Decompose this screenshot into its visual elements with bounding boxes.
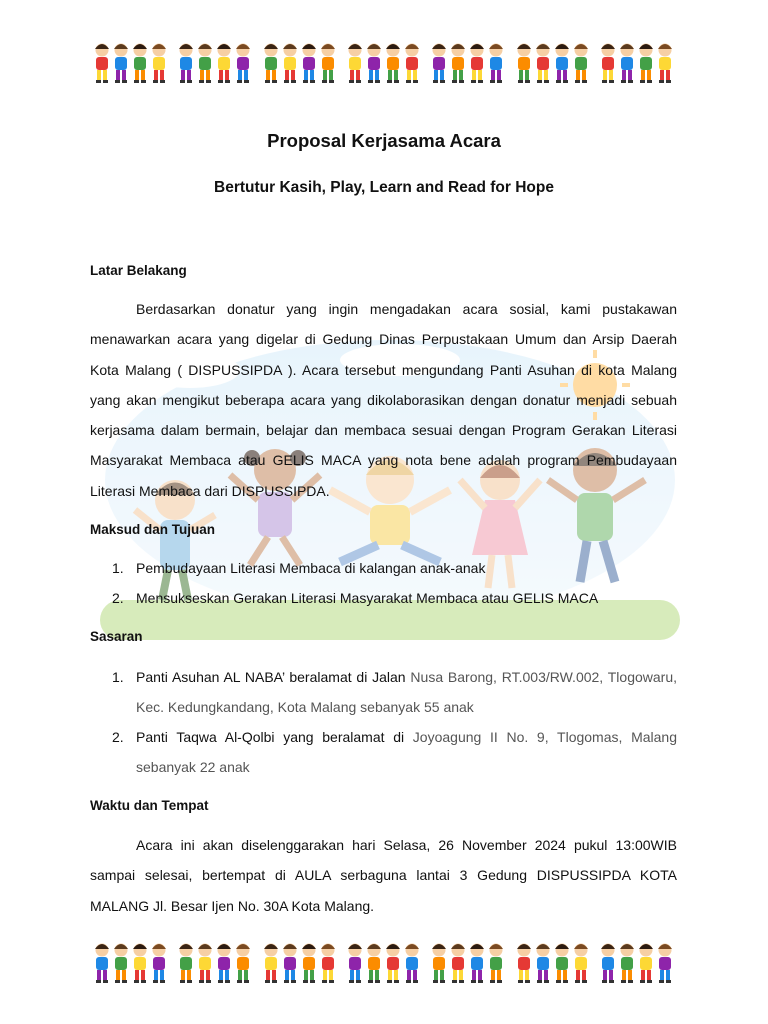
list-item: 2. Panti Taqwa Al-Qolbi yang beralamat di Joyoagung II No. 9, Tlogomas, Malang sebanyak 22 anak: [112, 729, 678, 775]
kids-group-icon: [261, 940, 339, 984]
kids-group-icon: [598, 40, 676, 84]
section-heading-maksud-tujuan: Maksud dan Tujuan: [90, 522, 216, 537]
list-maksud-tujuan: [90, 553, 677, 613]
kids-group-icon: [176, 40, 254, 84]
kids-group-icon: [598, 940, 676, 984]
top-decorative-border: [92, 40, 676, 84]
document-subtitle: Bertutur Kasih, Play, Learn and Read for Hope: [214, 179, 554, 196]
list-item: 1. Panti Asuhan AL NABA’ beralamat di Jalan Nusa Barong, RT.003/RW.002, Tlogowaru, Kec. Kedungkandang, Kota Malang sebanyak 55 anak: [112, 669, 677, 715]
list-item: 2. Mensukseskan Gerakan Literasi Masyarakat Membaca atau GELIS MACA: [112, 590, 599, 606]
document-title: Proposal Kerjasama Acara: [267, 130, 501, 151]
kids-group-icon: [176, 940, 254, 984]
list-sasaran: [90, 662, 677, 782]
kids-group-icon: [345, 940, 423, 984]
section-heading-waktu-tempat: Waktu dan Tempat: [90, 798, 209, 813]
kids-group-icon: [429, 940, 507, 984]
section-heading-sasaran: Sasaran: [90, 629, 143, 644]
kids-group-icon: [429, 40, 507, 84]
kids-group-icon: [514, 940, 592, 984]
list-item: 1. Pembudayaan Literasi Membaca di kalangan anak-anak: [112, 560, 486, 576]
section-heading-latar-belakang: Latar Belakang: [90, 263, 187, 278]
paragraph-waktu-tempat: Acara ini akan diselenggarakan hari Selasa, 26 November 2024 pukul 13:00WIB sampai selesai, bertempat di AULA serbaguna lantai 3 Gedung DISPUSSIPDA KOTA MALANG Jl. Besar Ijen No. 30A Kota Malang.: [90, 837, 677, 914]
kids-group-icon: [92, 940, 170, 984]
kids-group-icon: [345, 40, 423, 84]
kids-group-icon: [92, 40, 170, 84]
paragraph-latar-belakang: Berdasarkan donatur yang ingin mengadakan acara sosial, kami pustakawan menawarkan acara yang digelar di Gedung Dinas Perpustakaan Umum dan Arsip Daerah Kota Malang ( DISPUSSIPDA ). Acara tersebut mengundang Panti Asuhan di kota Malang yang akan mengikut beberapa acara yang dikolaborasikan dengan donatur menjadi sebuah kerjasama dalam bermain, belajar dan membaca sesuai dengan Program Gerakan Literasi Masyarakat Membaca atau GELIS MACA yang nota bene adalah program Pembudayaan Literasi Membaca dari DISPUSSIPDA.: [90, 301, 677, 499]
kids-group-icon: [261, 40, 339, 84]
kids-group-icon: [514, 40, 592, 84]
bottom-decorative-border: [92, 940, 676, 984]
